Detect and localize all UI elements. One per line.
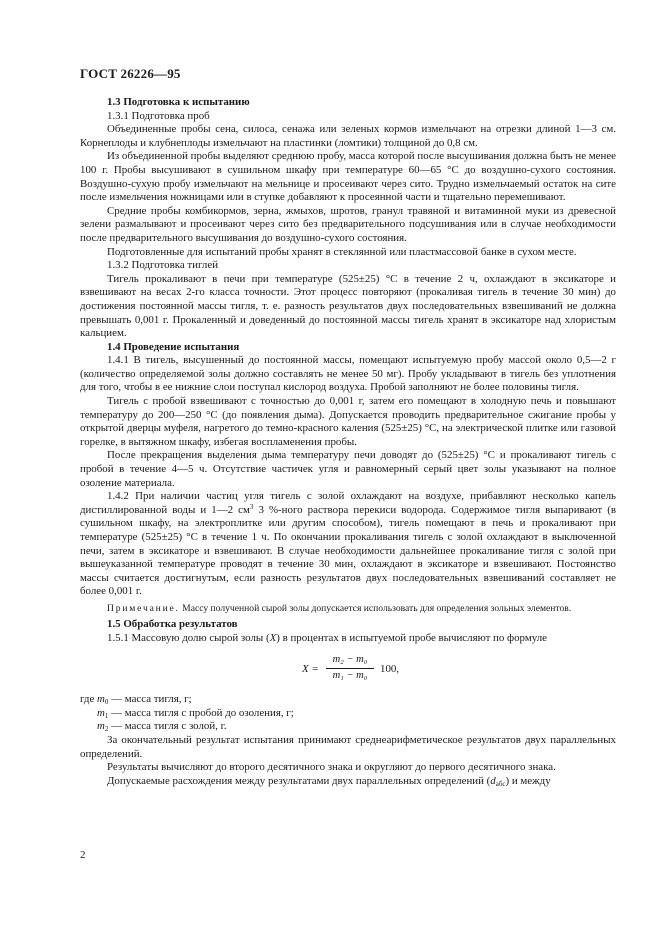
superscript: 3	[249, 502, 254, 511]
document-header: ГОСТ 26226—95	[80, 66, 181, 81]
section-1-3-heading: 1.3 Подготовка к испытанию	[107, 96, 250, 108]
paragraph: За окончательный результат испытания принимают среднеарифметическое результатов двух параллельных определений.	[80, 733, 616, 760]
text-run: 1.4.2 При наличии частиц угля тигель с золой охлаждают на воздухе, прибавляют несколько капель дистиллированной воды и 1—2 см	[80, 490, 616, 516]
subscript: 0	[104, 698, 109, 707]
formula-lhs: X =	[302, 663, 319, 676]
paragraph	[80, 632, 616, 646]
subscript: абс	[495, 779, 506, 788]
formula-denominator: m₁ − m₀	[332, 670, 368, 682]
paragraph: Результаты вычисляют до второго десятичного знака и округляют до первого десятичного знака.	[107, 761, 556, 774]
paragraph	[80, 775, 616, 789]
text-run: 3 %-ного раствора перекиси водорода. Содержимое тигля выпаривают (в сушильном шкафу, на электроплитке или другим способом), тигель помещают в печь и прокаливают при температуре (525±25) °С в течение 1 ч. По окончании прокаливания тигель с золой охлаждают в выключенной печи, затем в эксикаторе и взвешивают. В случае необходимости дальнейшее прокаливание тигля с золой при вышеуказанной температуре проводят в течение 30 мин, охлаждают в эксикаторе и взвешивают. Постоянство массы считается достигнутым, если разность результатов двух последовательных взвешиваний составляет не более 0,001 г.	[80, 503, 616, 598]
formula	[80, 651, 616, 691]
subsection-1-3-1-heading: 1.3.1 Подготовка проб	[107, 109, 210, 122]
subsection-1-3-2-heading: 1.3.2 Подготовка тиглей	[107, 259, 219, 272]
document-body	[80, 96, 616, 788]
definition-text: — масса тигля, г;	[108, 693, 192, 706]
text-run: Допускаемые расхождения между результатами двух параллельных определений (	[107, 774, 491, 787]
paragraph: После прекращения выделения дыма температуру печи доводят до (525±25) °С и прокаливают тигель с пробой в течение 4—5 ч. Отсутствие частичек угля и равномерный серый цвет золы указывают на полное озоление материала.	[80, 449, 616, 489]
paragraph: Тигель с пробой взвешивают с точностью до 0,001 г, затем его помещают в холодную печь и повышают температуру до 200—250 °С (до появления дыма). Допускается проводить предварительное сжигание пробы у открытой дверцы муфеля, нагретого до темно-красного каления (525±25) °С, на электрической плитке или газовой горелке, в вытяжном шкафу, избегая воспламенения пробы.	[80, 395, 616, 448]
variable: d	[490, 774, 496, 787]
page-number: 2	[80, 849, 86, 861]
text-run: ) в процентах в испытуемой пробе вычисляют по формуле	[276, 631, 547, 644]
definition-text: — масса тигля с золой, г.	[108, 720, 227, 733]
section-1-4-heading: 1.4 Проведение испытания	[107, 340, 240, 353]
paragraph: Средние пробы комбикормов, зерна, жмыхов, шротов, гранул травяной и витаминной муки из древесной зелени размалывают и просеивают через сито без предварительного подсушивания или в случае необходимости после предварительного высушивания до воздушно-сухого состояния.	[80, 204, 616, 244]
note-label: Примечание.	[107, 602, 180, 614]
definition-line	[80, 720, 616, 734]
variable-definitions	[80, 693, 616, 734]
note-text: Массу полученной сырой золы допускается использовать для определения зольных элементов.	[179, 602, 572, 614]
formula-multiplier: 100,	[380, 663, 400, 676]
definition-text: — масса тигля с пробой до озоления, г;	[108, 706, 294, 719]
definition-line	[80, 707, 616, 721]
variable: X	[269, 631, 277, 644]
symbol: m	[97, 706, 105, 719]
text-run: ) и между	[505, 774, 551, 787]
symbol: m	[97, 720, 105, 733]
paragraph: Тигель прокаливают в печи при температуре (525±25) °С в течение 2 ч, охлаждают в эксикаторе и взвешивают на весах 2-го класса точности. Этот процесс повторяют (прокаливая тигель в течение 30 мин) до достижения постоянной массы тигля, т. е. разность результатов двух последовательных взвешиваний не должна превышать 0,001 г. Прокаленный и доведенный до постоянной массы тигель хранят в эксикаторе над хлористым кальцием.	[80, 272, 616, 340]
where-label: где	[80, 693, 95, 706]
formula-numerator: m₂ − m₀	[326, 653, 374, 669]
symbol: m	[97, 693, 105, 706]
formula-fraction	[326, 653, 374, 683]
note	[80, 603, 616, 615]
definition-line	[80, 693, 616, 707]
paragraph: Подготовленные для испытаний пробы хранят в стеклянной или пластмассовой банке в сухом месте.	[107, 245, 577, 258]
subscript: 2	[104, 725, 109, 734]
paragraph: Объединенные пробы сена, силоса, сенажа или зеленых кормов измельчают на отрезки длиной 1—3 см. Корнеплоды и клубнеплоды измельчают на пластинки (ломтики) толщиной до 0,8 см.	[80, 123, 616, 149]
text-run: 1.5.1 Массовую долю сырой золы (	[107, 631, 270, 644]
section-1-5-heading: 1.5 Обработка результатов	[107, 617, 238, 630]
subscript: 1	[104, 711, 109, 720]
paragraph	[80, 490, 616, 599]
paragraph: 1.4.1 В тигель, высушенный до постоянной массы, помещают испытуемую пробу массой около 0,5—2 г (количество определяемой золы должно составлять не менее 50 мг). Пробу укладывают в тигель без уплотнения для того, чтобы в ее нижние слои поступал кислород воздуха. Пробой заполняют не более половины тигля.	[80, 354, 616, 394]
paragraph: Из объединенной пробы выделяют среднюю пробу, масса которой после высушивания должна быть не менее 100 г. Пробы высушивают в сушильном шкафу при температуре 60—65 °С до воздушно-сухого состояния. Воздушно-сухую пробу измельчают на мельнице и просеивают через сито. Трудно измельчаемый остаток на сите после измельчения ножницами или в ступке добавляют к просеянной части и тщательно перемешивают.	[80, 150, 616, 204]
